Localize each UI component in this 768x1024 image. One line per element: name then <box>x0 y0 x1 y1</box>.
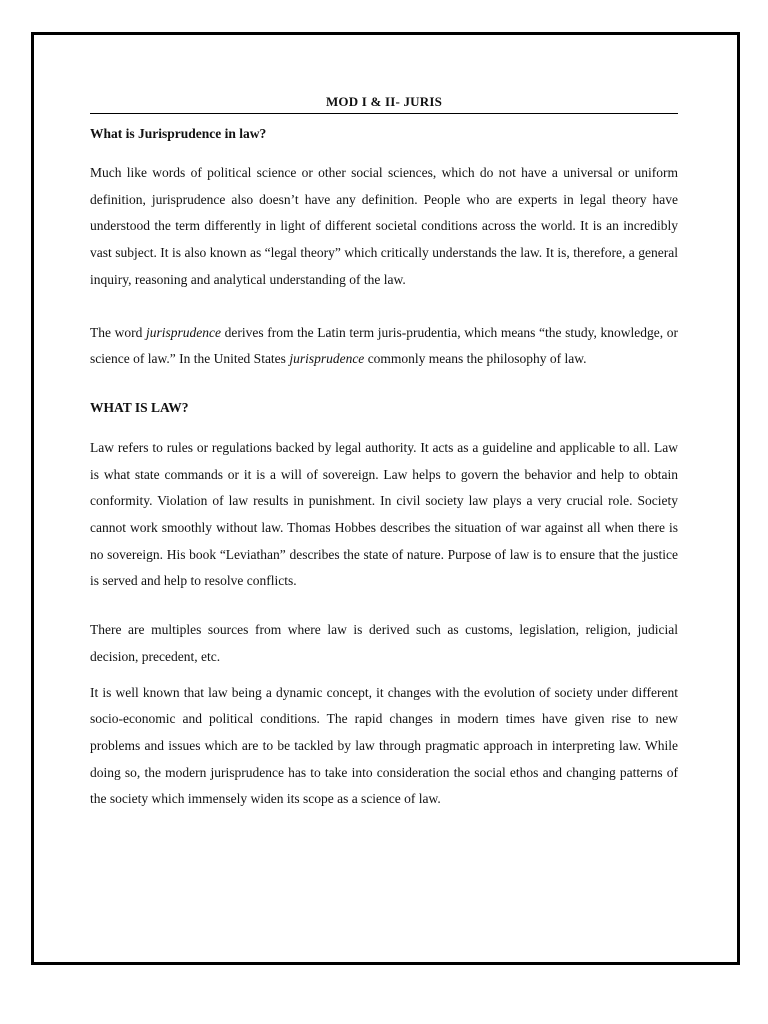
text-segment: derives from the Latin term juris-prudentia, which means “the study, knowledge, or science of law.” In the United States <box>90 324 679 367</box>
document-title: MOD I & II- JURIS <box>90 94 678 114</box>
text-segment: The word <box>90 324 147 340</box>
paragraph-law-definition: Law refers to rules or regulations backed by legal authority. It acts as a guideline and applicable to all. Law is what state commands or it is a will of sovereign. Law helps to govern the behavior and help to obtain conformity. Violation of law results in punishment. In civil society law plays a very crucial role. Society cannot work smoothly without law. Thomas Hobbes describes the situation of war against all when there is no sovereign. His book “Leviathan” describes the state of nature. Purpose of law is to ensure that the justice is served and help to resolve conflicts. <box>90 439 678 589</box>
paragraph-law-dynamic: It is well known that law being a dynamic concept, it changes with the evolution of society under different socio-economic and political conditions. The rapid changes in modern times have given rise to new problems and issues which are to be tackled by law through pragmatic approach in interpreting law. While doing so, the modern jurisprudence has to take into consideration the social ethos and changing patterns of the society which immensely widen its scope as a science of law. <box>90 684 678 807</box>
paragraph-jurisprudence-etymology <box>90 320 678 373</box>
italic-term: jurisprudence <box>289 351 365 367</box>
document-content <box>90 94 678 813</box>
paragraph-law-sources: There are multiples sources from where law is derived such as customs, legislation, religion, judicial decision, precedent, etc. <box>90 622 678 664</box>
text-segment: commonly means the philosophy of law. <box>364 351 587 367</box>
paragraph-jurisprudence-definition: Much like words of political science or other social sciences, which do not have a universal or uniform definition, jurisprudence also doesn’t have any definition. People who are experts in legal theory have understood the term differently in light of different societal conditions across the world. It is an incredibly vast subject. It is also known as “legal theory” which critically understands the law. It is, therefore, a general inquiry, reasoning and analytical understanding of the law. <box>90 165 678 287</box>
section-heading-jurisprudence: What is Jurisprudence in law? <box>90 126 267 141</box>
italic-term: jurisprudence <box>146 324 222 340</box>
section-heading-what-is-law: WHAT IS LAW? <box>90 399 189 415</box>
